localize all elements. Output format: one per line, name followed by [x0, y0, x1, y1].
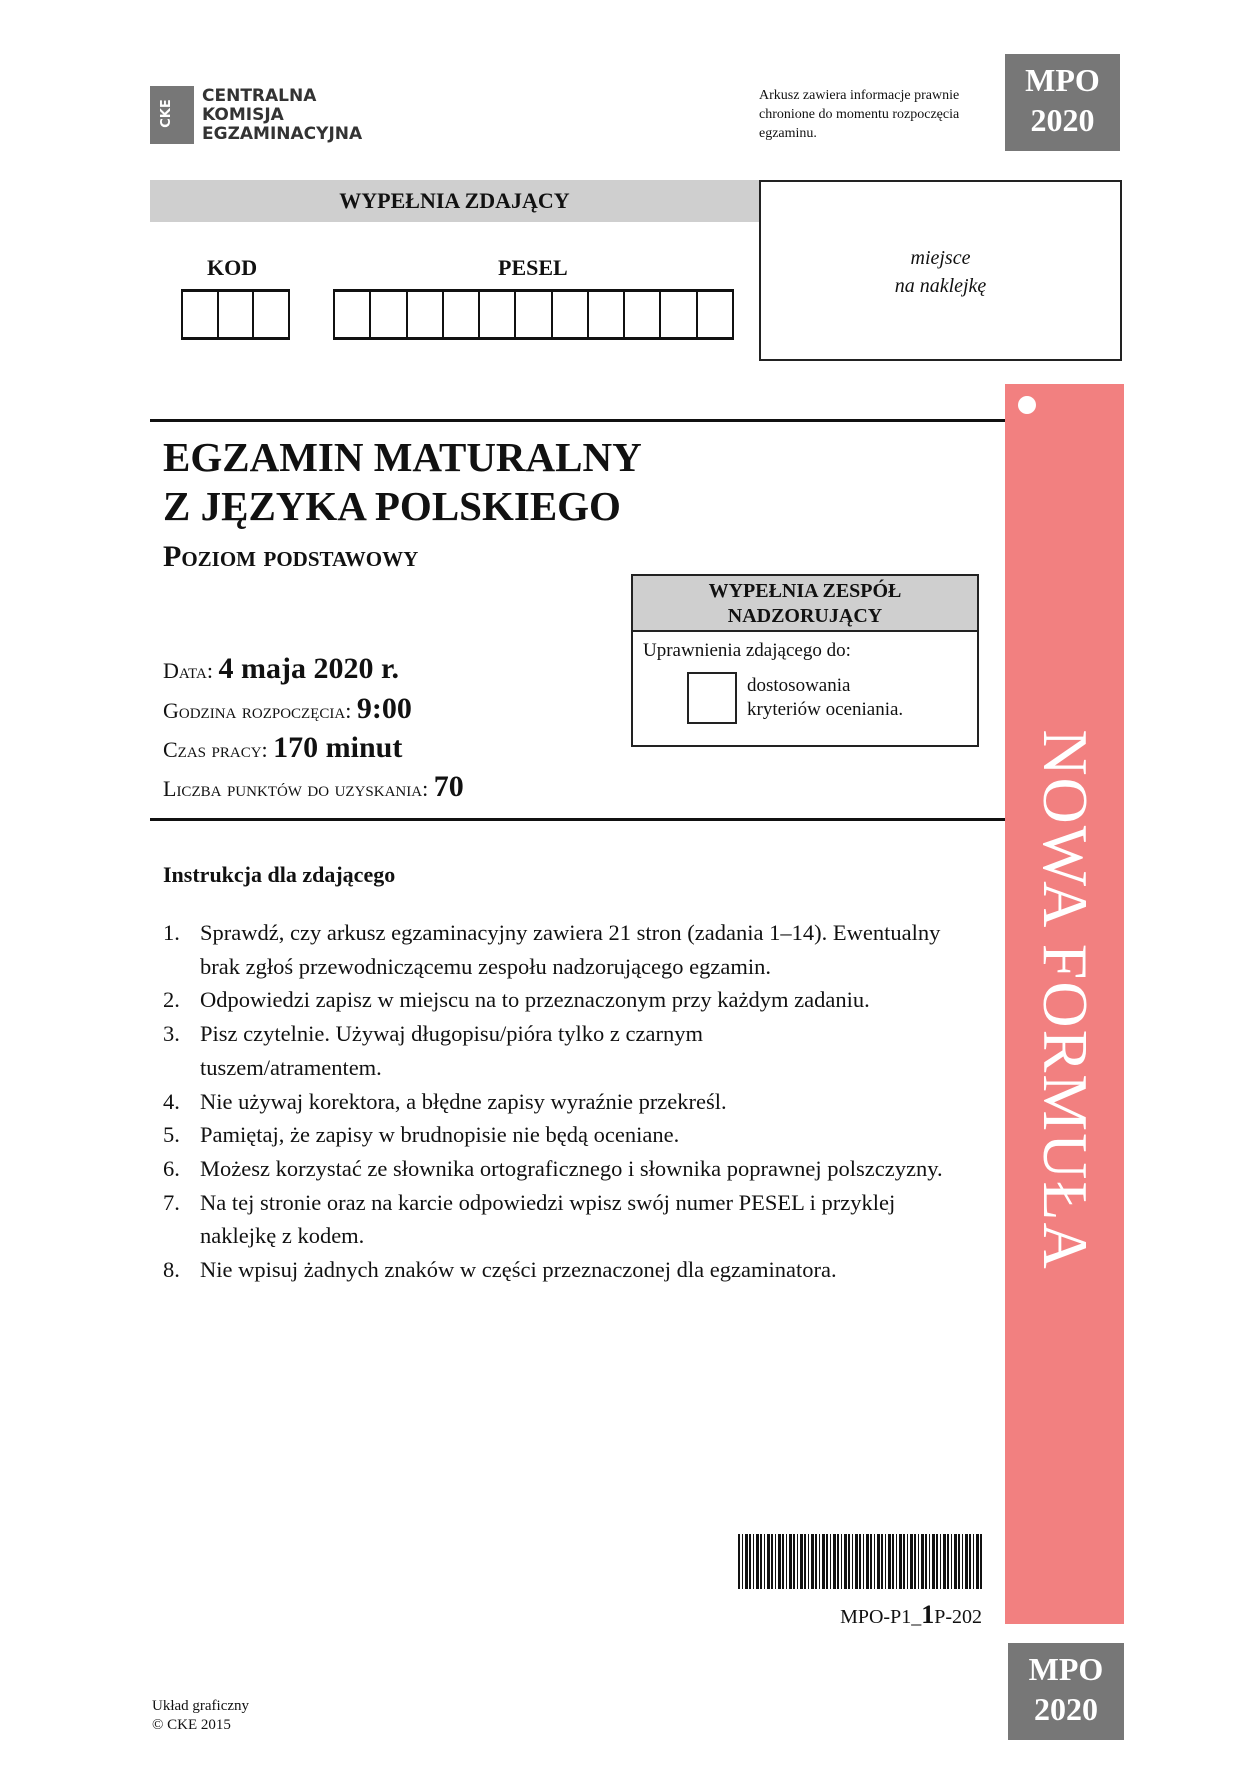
barcode: [738, 1534, 982, 1589]
candidate-section-header: WYPEŁNIA ZDAJĄCY: [150, 180, 759, 222]
meta-points: Liczba punktów do uzyskania: 70: [163, 770, 464, 803]
list-item: 4. Nie używaj korektora, a błędne zapisy wyraźnie przekreśl.: [163, 1088, 727, 1114]
pesel-input[interactable]: [333, 289, 734, 340]
pesel-label: PESEL: [498, 255, 568, 280]
barcode-code: MPO-P1_1P-202: [840, 1600, 982, 1629]
meta-duration: Czas pracy: 170 minut: [163, 731, 403, 764]
instructions-heading: Instrukcja dla zdającego: [163, 862, 396, 887]
list-item: 2. Odpowiedzi zapisz w miejscu na to przeznaczonym przy każdym zadaniu.: [163, 987, 870, 1013]
divider: [150, 818, 1005, 821]
meta-start-time: Godzina rozpoczęcia: 9:00: [163, 692, 412, 725]
supervisor-box: [631, 574, 979, 747]
list-item: 5. Pamiętaj, że zapisy w brudnopisie nie będą oceniane.: [163, 1122, 680, 1148]
instructions-list: [163, 916, 1003, 1287]
adjustment-checkbox[interactable]: [687, 672, 737, 724]
list-item: 3. Pisz czytelnie. Używaj długopisu/pióra tylko z czarnym tuszem/atramentem.: [163, 1021, 703, 1080]
cke-logo: [150, 86, 362, 144]
supervisor-header: WYPEŁNIA ZESPÓŁ NADZORUJĄCY: [633, 576, 977, 632]
exam-title: EGZAMIN MATURALNY Z JĘZYKA POLSKIEGO: [163, 434, 642, 529]
kod-input[interactable]: [181, 289, 290, 340]
kod-label: KOD: [207, 255, 258, 280]
meta-date: Data: 4 maja 2020 r.: [163, 652, 400, 685]
divider: [150, 419, 1005, 422]
adjustment-label: dostosowania kryteriów oceniania.: [747, 675, 904, 720]
supervisor-text: Uprawnienia zdającego do:: [643, 640, 851, 661]
band-dot: [1018, 396, 1036, 414]
sticker-placeholder: miejsce na naklejkę: [759, 180, 1122, 361]
list-item: 1. Sprawdź, czy arkusz egzaminacyjny zawiera 21 stron (zadania 1–14). Ewentualny brak zgłoś przewodniczącemu zespołu nadzorującego egzamin.: [163, 920, 941, 979]
list-item: 7. Na tej stronie oraz na karcie odpowiedzi wpisz swój numer PESEL i przyklej naklejkę z kodem.: [163, 1189, 896, 1249]
cke-logo-mark: CKE: [150, 86, 194, 144]
exam-code-badge-top: MPO 2020: [1005, 54, 1120, 151]
cke-logo-text: CENTRALNA KOMISJA EGZAMINACYJNA: [202, 85, 363, 144]
confidential-note: Arkusz zawiera informacje prawnie chronione do momentu rozpoczęcia egzaminu.: [759, 88, 960, 141]
exam-level: Poziom podstawowy: [163, 540, 419, 573]
exam-code-badge-bottom: MPO 2020: [1008, 1643, 1124, 1740]
footer-credit: Układ graficzny © CKE 2015: [152, 1698, 250, 1733]
list-item: 8. Nie wpisuj żadnych znaków w części przeznaczonej dla egzaminatora.: [163, 1257, 837, 1283]
new-formula-label: NOWA FORMUŁA: [1030, 729, 1101, 1271]
list-item: 6. Możesz korzystać ze słownika ortograficznego i słownika poprawnej polszczyzny.: [163, 1155, 943, 1181]
